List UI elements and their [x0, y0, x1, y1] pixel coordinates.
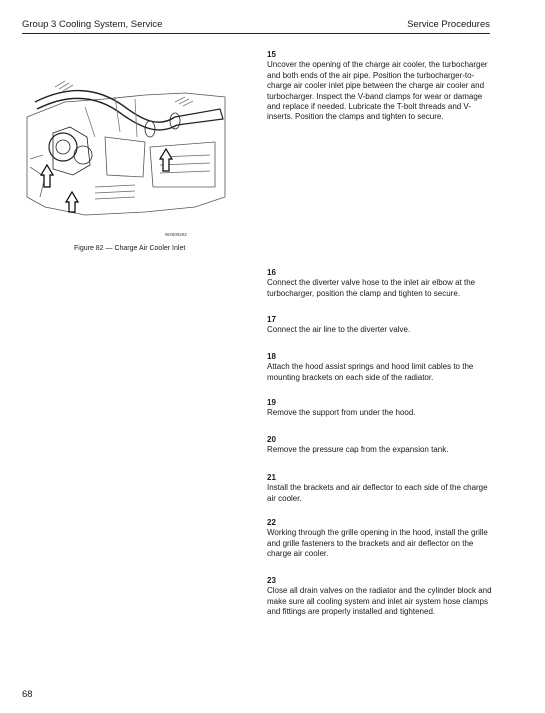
step-number: 17 — [267, 315, 276, 324]
step-text: Remove the support from under the hood. — [267, 408, 416, 418]
header-rule — [22, 33, 490, 34]
step-number: 20 — [267, 435, 276, 444]
step-number: 15 — [267, 50, 276, 59]
step-number: 18 — [267, 352, 276, 361]
step-text: Install the brackets and air deflector to each side of the charge air cooler. — [267, 483, 488, 503]
step-23 — [267, 576, 492, 618]
step-text: Working through the grille opening in the hood, install the grille and grille fasteners to the brackets and air deflector on the charge air cooler. — [267, 528, 488, 559]
step-22 — [267, 518, 492, 560]
step-number: 21 — [267, 473, 276, 482]
step-number: 23 — [267, 576, 276, 585]
charge-air-cooler-inlet-illustration — [25, 47, 230, 237]
step-15 — [267, 50, 492, 123]
step-19 — [267, 398, 492, 419]
step-text: Remove the pressure cap from the expansion tank. — [267, 445, 449, 455]
page-header-section: Group 3 Cooling System, Service — [22, 19, 163, 30]
step-17 — [267, 315, 492, 336]
step-text: Connect the diverter valve hose to the inlet air elbow at the turbocharger, position the clamp and tighten to secure. — [267, 278, 476, 298]
step-number: 16 — [267, 268, 276, 277]
step-text: Close all drain valves on the radiator and the cylinder block and make sure all cooling system and inlet air system hose clamps and fittings are properly installed and tightened. — [267, 586, 492, 617]
step-20 — [267, 435, 492, 456]
step-text: Uncover the opening of the charge air cooler, the turbocharger and both ends of the air pipe. Position the turbocharger-to-charge air cooler inlet pipe between the charge air cooler and turbocharger. Inspect the V-band clamps for wear or damage and replace if needed. Lubricate the T-bolt threads and V-inserts. Position the clamps and tighten to secure. — [267, 60, 488, 122]
step-16 — [267, 268, 492, 299]
page-header-chapter: Service Procedures — [407, 19, 490, 30]
step-18 — [267, 352, 492, 383]
step-21 — [267, 473, 492, 504]
step-text: Attach the hood assist springs and hood limit cables to the mounting brackets on each side of the radiator. — [267, 362, 474, 382]
page-number: 68 — [22, 689, 33, 700]
step-number: 19 — [267, 398, 276, 407]
figure-reference-code: W2000202 — [165, 232, 187, 237]
figure-caption: Figure 82 — Charge Air Cooler Inlet — [74, 245, 186, 252]
step-text: Connect the air line to the diverter valve. — [267, 325, 411, 335]
step-number: 22 — [267, 518, 276, 527]
